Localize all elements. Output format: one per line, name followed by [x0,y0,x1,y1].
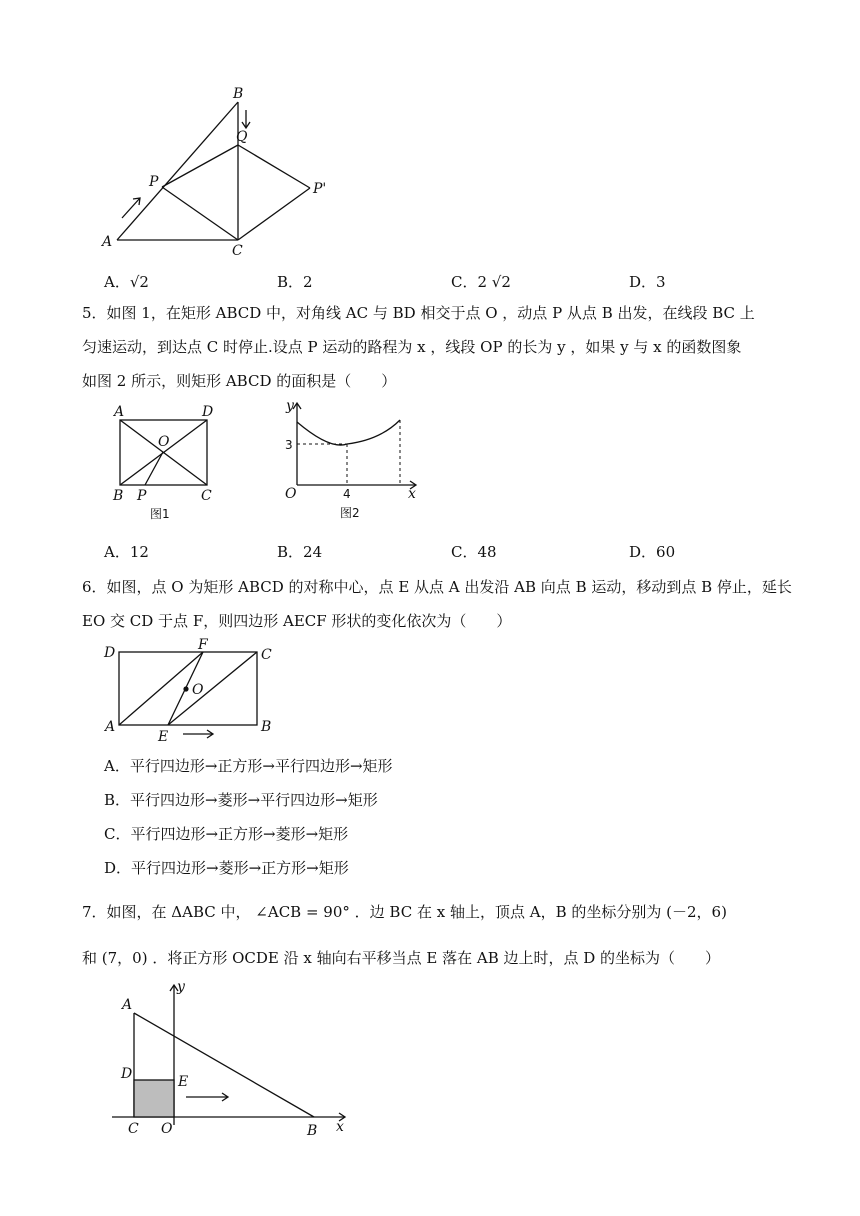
axis-label-y: y [177,979,185,995]
square-ocde [134,1080,174,1117]
q4-option-a[interactable] [104,271,149,292]
point-label: A [114,404,125,420]
point-label: C [261,647,272,663]
point-label: P' [313,181,327,197]
origin-label: O [285,486,297,502]
point-label: B [307,1123,318,1139]
q6-option-a[interactable] [104,755,393,776]
point-label: C [201,488,212,504]
center-point-o [183,686,188,691]
segment-ec [168,652,257,725]
option-text: B．2 [277,273,313,291]
function-curve [297,420,400,445]
point-label: Q [236,129,248,145]
option-text: A．平行四边形→正方形→平行四边形→矩形 [104,757,393,775]
point-label: O [161,1121,173,1137]
point-label: C [128,1121,139,1137]
q7-line-2: 和 (7，0) ．将正方形 OCDE 沿 x 轴向右平移当点 E 落在 AB 边上时，点 D 的坐标为（ ） [82,949,721,967]
point-label: E [158,729,169,745]
segment-pc [162,187,238,240]
q7-figure [105,975,365,1145]
q5-stem [82,296,802,398]
q4-option-c[interactable] [451,271,511,292]
point-label: A [105,719,116,735]
segment-ab [117,102,238,240]
axis-label-x: x [336,1119,344,1135]
segment-op [145,452,163,485]
figure-caption: 图2 [340,506,360,520]
q5-line-1: 5．如图 1，在矩形 ABCD 中，对角线 AC 与 BD 相交于点 O ，动点 P 从点 B 出发，在线段 BC 上 [82,304,755,322]
q5-figure-2 [280,395,440,525]
q5-option-a[interactable] [104,541,149,562]
option-text: A．√2 [104,273,149,291]
q6-line-1: 6．如图，点 O 为矩形 ABCD 的对称中心，点 E 从点 A 出发沿 AB 向点 B 运动，移动到点 B 停止，延长 [82,578,792,596]
point-label: D [202,404,214,420]
axis-label-y: y [286,398,294,414]
segment-p-prime-c [238,188,310,240]
figure-caption: 图1 [150,507,170,521]
arrow-up-right-icon [122,198,140,218]
point-label: D [121,1066,133,1082]
arrow-right-icon [186,1093,228,1101]
q6-line-2: EO 交 CD 于点 F，则四边形 AECF 形状的变化依次为（ ） [82,612,512,630]
q4-option-b[interactable] [277,271,313,292]
point-label: B [233,86,244,102]
tick-label: 4 [343,487,351,501]
point-label: P [137,488,147,504]
q5-line-2: 匀速运动，到达点 C 时停止.设点 P 运动的路程为 x ，线段 OP 的长为 y ，如果 y 与 x 的函数图象 [82,338,742,356]
q5-option-b[interactable] [277,541,322,562]
q4-option-d[interactable] [629,271,666,292]
option-text: B．平行四边形→菱形→平行四边形→矩形 [104,791,378,809]
point-label: C [232,243,243,259]
point-label: O [158,434,170,450]
arrow-down-icon [242,110,250,128]
q5-line-3: 如图 2 所示，则矩形 ABCD 的面积是（ ） [82,372,397,390]
segment-af [119,652,203,725]
arrow-right-icon [183,730,213,738]
point-label: O [192,682,204,698]
q4-figure [95,85,335,265]
point-label: A [102,234,113,250]
point-label: P [149,174,159,190]
option-text: C．48 [451,543,497,561]
segment-qp-prime [238,145,310,188]
q7-line-1: 7．如图，在 ΔABC 中， ∠ACB = 90° ．边 BC 在 x 轴上，顶点 A，B 的坐标分别为 (－2，6) [82,903,727,921]
q5-option-d[interactable] [629,541,675,562]
option-text: B．24 [277,543,323,561]
point-label: A [122,997,133,1013]
tick-label: 3 [285,438,293,452]
segment-pq [162,145,238,187]
q6-option-b[interactable] [104,789,378,810]
q6-figure [100,636,290,746]
q6-option-c[interactable] [104,823,348,844]
q5-option-c[interactable] [451,541,497,562]
q6-option-d[interactable] [104,857,349,878]
option-text: C．2 √2 [451,273,511,291]
point-label: D [104,645,116,661]
q7-stem [82,889,802,981]
option-text: C．平行四边形→正方形→菱形→矩形 [104,825,349,843]
point-label: B [261,719,272,735]
point-label: B [113,488,124,504]
option-text: D．60 [629,543,676,561]
q6-stem [82,570,802,638]
point-label: E [178,1074,189,1090]
option-text: A．12 [104,543,149,561]
point-label: F [198,637,208,653]
axis-label-x: x [408,486,416,502]
q5-figure-1 [110,402,230,522]
option-text: D．3 [629,273,666,291]
option-text: D．平行四边形→菱形→正方形→矩形 [104,859,349,877]
